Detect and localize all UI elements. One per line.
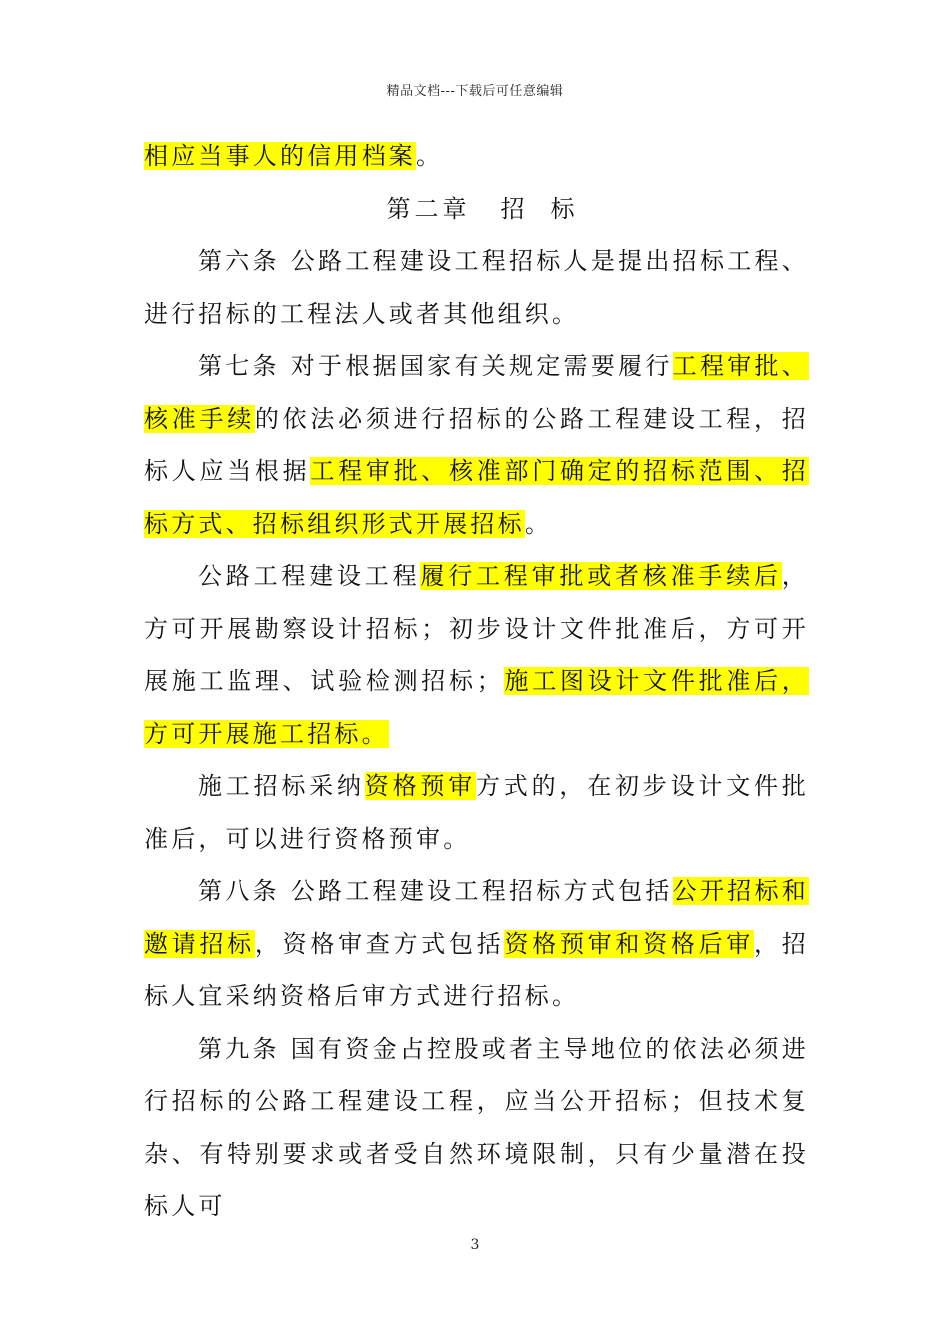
chapter-title [144,183,809,236]
paragraph-text: 施工招标采纳 [198,772,365,800]
paragraph-text: ，方可开展勘察设计招标；初步设计文件批准后，方可开展施工监理、试验检测招标； [144,562,809,695]
chapter-title-char: 招 [500,194,529,223]
paragraph-text: 国有资金占控股或者主导地位的依法必须进行招标的公路工程建设工程，应当公开招标；但技术复杂、有特别要求或者受自然环境限制，只有少量潜在投标人可 [144,1034,809,1220]
highlighted-text: 工程审批、核准部门确定的招标范围、招标方式、招标组织形式开展招标 [144,457,809,538]
paragraph-text: 的依法必须进行招标的公路工程建设工程，招标人应当根据 [144,404,809,485]
highlighted-text: 工程审批、核准手续 [144,352,809,433]
paragraph-text: 。 [416,142,444,170]
page-header: 精品文档---下载后可任意编辑 [386,84,564,99]
article-label: 第九条 [198,1034,280,1063]
chapter-title-char: 标 [550,194,579,223]
paragraph-text: 公路工程建设工程招标人是提出招标工程、进行招标的工程法人或者其他组织。 [144,247,809,328]
paragraph-text: 。 [524,509,553,538]
article-label: 第六条 [198,247,280,275]
article-label: 第八条 [198,877,280,905]
article-7 [144,340,809,550]
article-8 [144,865,809,1023]
article-9 [144,1023,809,1233]
chapter-label: 第二章 [386,194,471,223]
paragraph-text: 对于根据国家有关规定需要履行 [290,352,673,380]
paragraph-text: 方式的，在初步设计文件批准后，可以进行资格预审。 [144,772,809,853]
article-6 [144,235,809,340]
highlighted-text: 履行工程审批或者核准手续后 [420,562,782,590]
highlighted-text: 资格预审和资格后审 [504,929,755,958]
highlighted-text: 施工图设计文件批准后，方可开展施工招标。 [144,667,809,748]
paragraph-approval-sequence [144,550,809,760]
article-label: 第七条 [198,352,280,380]
paragraph-text: ，资格审查方式包括 [254,929,505,958]
paragraph-continuation [144,130,809,183]
paragraph-text: ，招标人宜采纳资格后审方式进行招标。 [144,929,809,1010]
highlighted-text: 资格预审 [364,772,476,800]
highlighted-text: 相应当事人的信用档案 [144,142,416,170]
paragraph-text: 公路工程建设工程 [198,562,421,590]
paragraph-text: 公路工程建设工程招标方式包括 [290,877,673,905]
page-number: 3 [470,1237,480,1253]
paragraph-prequalification [144,760,809,865]
highlighted-text: 公开招标和邀请招标 [144,877,809,958]
document-body [144,130,809,1233]
